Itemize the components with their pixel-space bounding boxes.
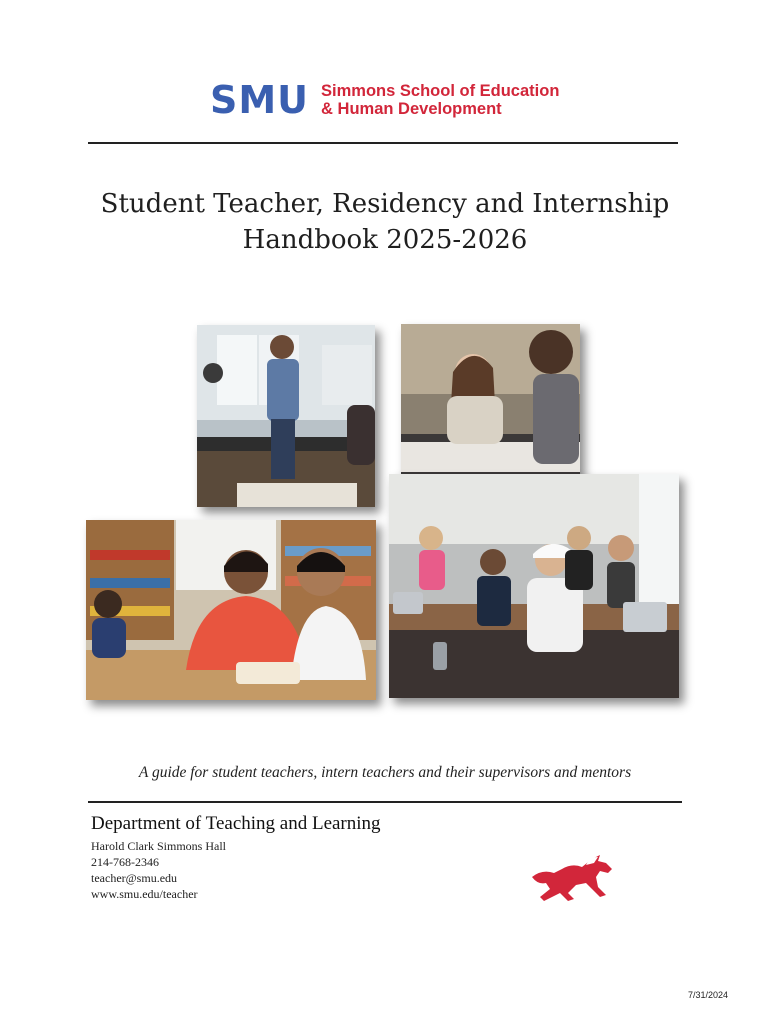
- document-title: [60, 186, 710, 258]
- building-name: Harold Clark Simmons Hall: [91, 839, 226, 853]
- photo-teacher-lab: [197, 325, 375, 507]
- school-name-line-1: Simmons School of Education: [321, 82, 560, 100]
- department-name: Department of Teaching and Learning: [91, 813, 381, 834]
- contact-block: [91, 838, 226, 902]
- phone-number: 214-768-2346: [91, 855, 159, 869]
- email-address: teacher@smu.edu: [91, 871, 178, 885]
- mustang-icon: [528, 853, 618, 908]
- revision-date: 7/31/2024: [687, 990, 728, 1000]
- school-name: [321, 82, 559, 118]
- smu-logo: [210, 80, 559, 120]
- school-name-line-2: & Human Development: [321, 100, 502, 118]
- bottom-divider: [88, 801, 682, 803]
- title-line-1: Student Teacher, Residency and Internship: [100, 189, 670, 219]
- document-subtitle: A guide for student teachers, intern teachers and their supervisors and mentors: [138, 764, 632, 781]
- smu-wordmark: SMU: [210, 78, 310, 122]
- title-line-2: Handbook 2025-2026: [242, 225, 528, 255]
- photo-classroom-laptops: [389, 474, 679, 698]
- website-url: www.smu.edu/teacher: [91, 887, 198, 901]
- top-divider: [88, 142, 678, 144]
- photo-tutor-student: [86, 520, 376, 700]
